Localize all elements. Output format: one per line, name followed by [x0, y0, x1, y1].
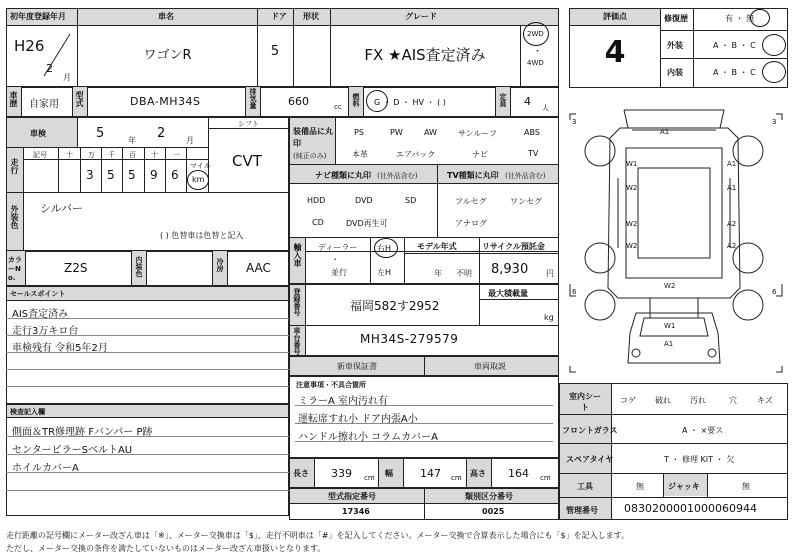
- handle-right: 右H: [377, 244, 392, 253]
- car-name: ワゴンR: [143, 48, 192, 63]
- interior-label: 内装: [667, 68, 683, 77]
- equip-tv: TV: [528, 149, 539, 158]
- jack-label: ジャッキ: [668, 482, 700, 491]
- digit-1: 3: [86, 168, 94, 182]
- color-label: 外装色: [10, 205, 19, 229]
- model-year-label: モデル年式: [417, 242, 457, 251]
- car-name-label: 車名: [158, 12, 174, 21]
- diag-label-w2a: W2: [626, 184, 638, 192]
- cap-value: 4: [524, 95, 531, 108]
- cap-label: 定員: [499, 93, 507, 107]
- diag-label-a1a: A1: [727, 160, 737, 168]
- cat-label: 類別区分番号: [465, 492, 513, 501]
- import-label: 輸入車: [293, 243, 302, 267]
- exterior-opts: A ・ B ・ C: [713, 41, 756, 50]
- equip-abs: ABS: [524, 128, 540, 137]
- length-label: 長さ: [293, 469, 309, 478]
- notes-line-3: ハンドル擦れ小 コラムカバーA: [298, 432, 438, 443]
- navi-dvd: DVD: [355, 196, 373, 205]
- km-unit: km: [192, 175, 205, 184]
- fuel-label: 燃料: [352, 93, 360, 107]
- ac-label: 冷房: [216, 258, 224, 272]
- inspector-label: 検査記入欄: [10, 408, 45, 416]
- inspector-line-2: センターピラーSベルトAU: [12, 445, 133, 456]
- repair-circle: [750, 9, 770, 27]
- navi-label: ナビ種類に丸印: [315, 171, 371, 180]
- reg-month-unit: 月: [63, 73, 71, 82]
- inspector-line-3: ホイルカバーA: [12, 463, 79, 474]
- shift-label: シフト: [238, 120, 259, 128]
- height-value: 164: [508, 467, 529, 480]
- model-label: 型式: [75, 91, 84, 107]
- mark-label: 記号: [33, 151, 47, 159]
- diag-label-a2b: A2: [727, 242, 737, 250]
- width-value: 147: [420, 467, 441, 480]
- diag-label-w2b: W2: [626, 220, 638, 228]
- color-note: ( ) 色替車は色替と記入: [160, 231, 244, 240]
- digit-5: 6: [171, 168, 179, 182]
- jack-value: 無: [742, 482, 750, 491]
- plate-label: 登録番号: [293, 288, 301, 316]
- equip-ps: PS: [354, 128, 364, 137]
- footer-line-2: ただし、メーター交換の条件を満たしていないものはメーター改ざん車扱いとなります。: [6, 544, 326, 553]
- tv-analog: アナログ: [455, 219, 487, 228]
- equip-pw: PW: [390, 128, 403, 137]
- handle-left: 左H: [377, 268, 392, 277]
- navi-cd: CD: [312, 218, 324, 227]
- inspect-label: 車検: [30, 129, 46, 138]
- diag-label-w1b: W1: [664, 322, 676, 330]
- doors-label: ドア: [271, 12, 287, 21]
- grade-value: FX ★AIS査定済み: [364, 46, 486, 64]
- inspect-year: 5: [96, 126, 105, 141]
- place-6: 一: [173, 151, 180, 159]
- length-unit: cm: [364, 474, 375, 482]
- sales-label: セールスポイント: [10, 290, 66, 298]
- diag-corner-3b: 3: [772, 118, 777, 126]
- cat-value: 0025: [482, 507, 505, 516]
- mile-label: マイル: [190, 162, 211, 170]
- recycle-label: リサイクル預託金: [482, 242, 545, 251]
- place-5: 十: [151, 151, 158, 159]
- width-unit: cm: [451, 474, 462, 482]
- tools-label: 工具: [577, 482, 593, 491]
- footer-line-1: 走行距離の記号欄にメーター改ざん車は「※」、メーター交換車は「$」、走行不明車は「#」を記入してください。メーター交換で合算表示した場合にも「$」を記入します。: [6, 531, 629, 540]
- reg-label: 初年度登録年月: [10, 12, 66, 21]
- mileage-label: 走行: [10, 158, 19, 174]
- grade-label: グレード: [405, 12, 437, 21]
- diag-corner-3a: 3: [572, 118, 577, 126]
- repair-label: 修復歴: [664, 14, 688, 23]
- disp-label: 排気量: [249, 88, 257, 109]
- year-value: 不明: [456, 269, 472, 278]
- sales-line-1: AIS査定済み: [12, 309, 69, 320]
- spare-value: T ・ 修理 KIT ・ 欠: [664, 455, 735, 464]
- type-label: 型式指定番号: [328, 492, 376, 501]
- warranty-label: 新車保証書: [337, 362, 377, 371]
- sales-line-3: 車検残有 令和5年2月: [12, 343, 108, 354]
- inspect-year-unit: 年: [128, 136, 136, 145]
- fuel-circle: [366, 90, 388, 112]
- year-unit: 年: [434, 269, 442, 278]
- exterior-circle: [762, 34, 786, 56]
- shift-value: CVT: [232, 152, 262, 170]
- place-3: 千: [108, 151, 115, 159]
- model-value: DBA-MH34S: [130, 95, 201, 108]
- equip-aw: AW: [424, 128, 437, 137]
- notes-line-1: ミラーA 室内汚れ有: [298, 396, 389, 407]
- equip-navi: ナビ: [472, 150, 488, 159]
- inspect-month-unit: 月: [186, 136, 194, 145]
- place-4: 百: [129, 151, 136, 159]
- interior-circle: [762, 61, 786, 83]
- notes-line-2: 運転席すれ小 ドア内張A小: [298, 414, 418, 425]
- navi-sub: (社外品含む): [377, 172, 418, 180]
- tools-value: 無: [636, 482, 644, 491]
- chassis-value: MH34S-279579: [360, 332, 459, 346]
- tv-sub: (社外品含む): [505, 172, 546, 180]
- color-no-value: Z2S: [64, 261, 88, 275]
- height-unit: cm: [540, 474, 551, 482]
- diag-label-a1b: A1: [727, 184, 737, 192]
- length-value: 339: [331, 467, 352, 480]
- tv-label: TV種類に丸印: [447, 171, 499, 180]
- sheet-yabure: 破れ: [655, 396, 671, 405]
- recycle-unit: 円: [546, 269, 554, 278]
- score-label: 評価点: [603, 12, 627, 21]
- equip-airbag: エアバック: [396, 150, 436, 159]
- tv-fullseg: フルセグ: [455, 197, 487, 206]
- fuel-opts: G ・ D ・ HV ・ ( ): [374, 98, 446, 107]
- disp-unit: cc: [334, 103, 342, 111]
- diag-corner-6b: 6: [772, 288, 777, 296]
- sheet-yogore: 汚れ: [690, 396, 706, 405]
- navi-hdd: HDD: [307, 196, 326, 205]
- sales-line-2: 走行3万キロ台: [12, 326, 79, 337]
- spare-label: スペアタイヤ: [566, 455, 614, 464]
- repair-opts: 有 ・ 無: [725, 14, 755, 23]
- interior-sheet-label: 室内シート: [569, 392, 601, 412]
- equip-label: 装備品に丸印: [293, 127, 333, 148]
- navi-dvd-play: DVD再生可: [346, 219, 388, 228]
- inspect-month: 2: [157, 126, 166, 141]
- equip-leather: 本革: [352, 150, 368, 159]
- reg-era: H26: [14, 37, 45, 55]
- sheet-koge: コゲ: [620, 396, 636, 405]
- height-label: 高さ: [470, 469, 486, 478]
- doors-value: 5: [270, 44, 280, 59]
- load-label: 最大積載量: [488, 289, 528, 298]
- place-1: 十: [66, 151, 73, 159]
- use-value: 自家用: [29, 99, 59, 110]
- score-value: 4: [604, 35, 626, 70]
- tv-oneseg: ワンセグ: [510, 197, 542, 206]
- inspector-line-1: 側面＆TR修理跡 Fバンパー P跡: [12, 427, 153, 438]
- sheet-ana: 穴: [729, 396, 737, 405]
- ac-value: AAC: [246, 261, 271, 275]
- disp-value: 660: [288, 95, 309, 108]
- chassis-label: 車台番号: [293, 327, 301, 355]
- mgmt-label: 管理番号: [566, 506, 598, 515]
- equip-sunroof: サンルーフ: [458, 129, 497, 138]
- dealer: ディーラー: [318, 243, 358, 252]
- digit-4: 9: [150, 168, 158, 182]
- use-label: 車歴: [9, 91, 18, 107]
- width-label: 幅: [385, 469, 393, 478]
- color-value: シルバー: [40, 202, 83, 215]
- recycle-value: 8,930: [491, 262, 529, 277]
- diag-label-a1d: A1: [664, 340, 674, 348]
- glass-value: A ・ ×要ス: [682, 426, 724, 435]
- place-2: 万: [88, 151, 95, 159]
- use-row: [6, 86, 559, 117]
- diag-label-w2c: W2: [626, 242, 638, 250]
- exterior-label: 外装: [667, 41, 683, 50]
- color-no-label: カラーNo.: [8, 256, 22, 282]
- load-unit: kg: [544, 313, 554, 322]
- interior-color-label: 内装色: [135, 256, 143, 277]
- shape-label: 形状: [303, 12, 319, 21]
- car-damage-diagram: [560, 108, 788, 378]
- drive-2wd: 2WD: [527, 30, 544, 38]
- plate-value: 福岡582す2952: [350, 299, 440, 313]
- type-value: 17346: [342, 507, 370, 516]
- cap-unit: 人: [542, 104, 549, 112]
- digit-2: 5: [107, 168, 115, 182]
- diag-label-a2a: A2: [727, 220, 737, 228]
- equip-sublabel: (純正のみ): [293, 152, 327, 160]
- mgmt-value: 0830200001000060944: [624, 502, 757, 515]
- manual-label: 車両取説: [474, 362, 506, 371]
- diag-label-a1c: A1: [660, 128, 670, 136]
- reg-month: 2: [46, 62, 53, 75]
- notes-label: 注意事項・不具合箇所: [296, 381, 366, 389]
- digit-3: 5: [128, 168, 136, 182]
- diag-corner-6a: 6: [572, 288, 577, 296]
- interior-opts: A ・ B ・ C: [713, 68, 756, 77]
- navi-sd: SD: [405, 196, 417, 205]
- parallel: 並行: [331, 268, 347, 277]
- diag-label-w2d: W2: [664, 282, 676, 290]
- diag-label-w1: W1: [626, 160, 638, 168]
- glass-label: フロントガラス: [562, 426, 618, 435]
- drive-4wd: 4WD: [527, 59, 544, 67]
- sheet-kizu: キズ: [757, 396, 773, 405]
